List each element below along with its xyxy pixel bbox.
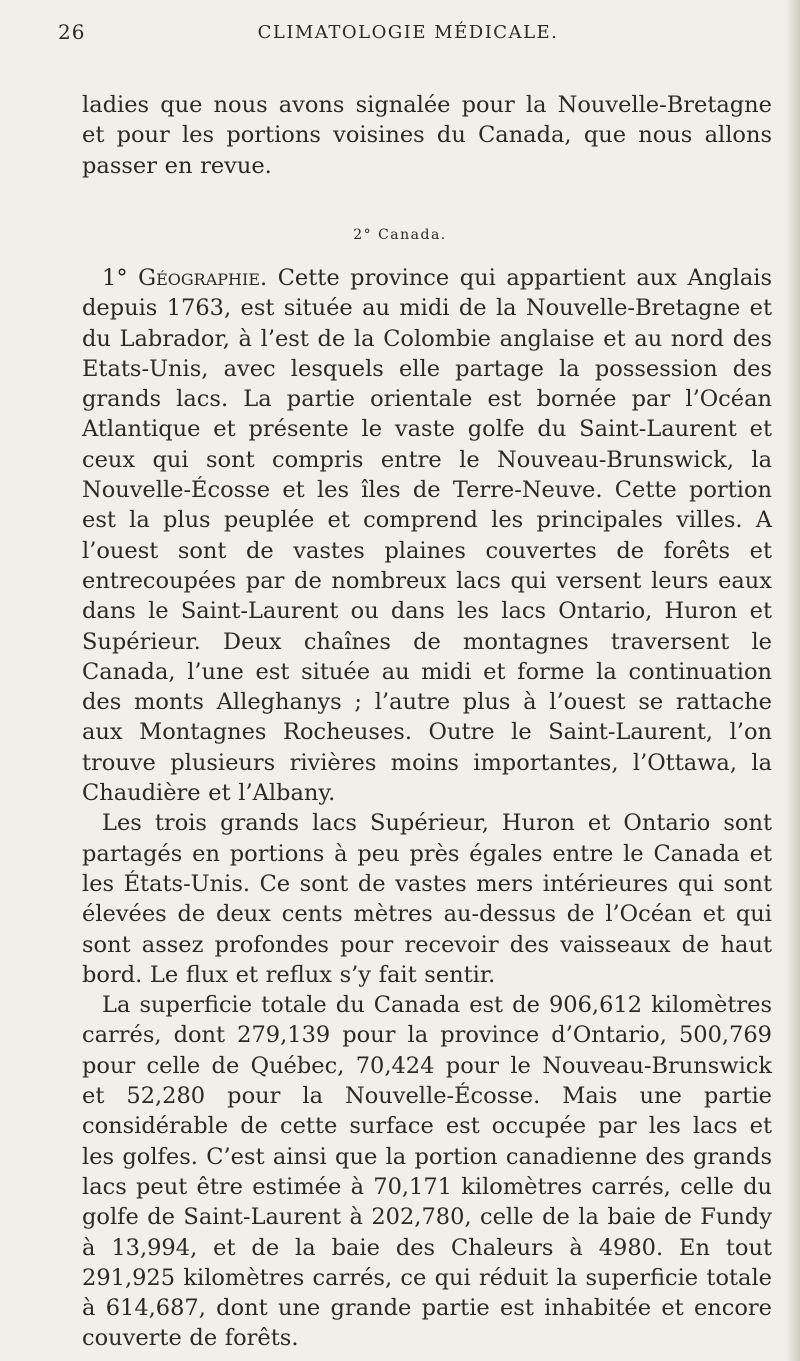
paragraph-lakes: Les trois grands lacs Supérieur, Huron et Ontario sont partagés en portions à peu près égales entre le Canada et les États-Unis. Ce sont de vastes mers intérieures qui sont élevées de deux cents mètres au-dessus de l’Océan et qui sont assez profondes pour recevoir des vaisseaux de haut bord. Le flux et reflux s’y fait sentir. (82, 810, 772, 988)
paragraph-geography (82, 263, 772, 808)
intro-block (82, 90, 772, 181)
body-text (82, 263, 772, 1354)
paragraph-surface: La superficie totale du Canada est de 906,612 kilomètres carrés, dont 279,139 pour la province d’Ontario, 500,769 pour celle de Québec, 70,424 pour le Nouveau-Brunswick et 52,280 pour la Nouvelle-Écosse. Mais une partie considérable de cette surface est occupée par les lacs et les golfes. C’est ainsi que la portion canadienne des grands lacs peut être estimée à 70,171 kilomètres carrés, celle du golfe de Saint-Laurent à 202,780, celle de la baie de Fundy à 13,994, et de la baie des Chaleurs à 4980. En tout 291,925 kilomètres carrés, ce qui réduit la superficie totale à 614,687, dont une grande partie est inhabitée et encore couverte de forêts. (82, 992, 772, 1352)
page-edge (786, 0, 800, 1361)
page-number: 26 (58, 20, 86, 44)
geography-text: Cette province qui appartient aux Anglais depuis 1763, est située au midi de la Nouvelle-Bretagne et du Labrador, à l’est de la Colombie anglaise et au nord des Etats-Unis, avec lesquels elle partage la possession des grands lacs. La partie orientale est bornée par l’Océan Atlantique et présente le vaste golfe du Saint-Laurent et ceux qui sont compris entre le Nouveau-Brunswick, la Nouvelle-Écosse et les îles de Terre-Neuve. Cette portion est la plus peuplée et comprend les principales villes. A l’ouest sont de vastes plaines couvertes de forêts et entrecoupées par de nombreux lacs qui versent leurs eaux dans le Saint-Laurent ou dans les lacs Ontario, Huron et Supérieur. Deux chaînes de montagnes traversent le Canada, l’une est située au midi et forme la continuation des monts Alleghanys ; l’autre plus à l’ouest se rattache aux Montagnes Rocheuses. Outre le Saint-Laurent, l’on trouve plusieurs rivières moins importantes, l’Ottawa, la Chaudière et l’Albany. (82, 265, 773, 807)
geography-label: Géographie. (138, 265, 268, 291)
running-title: CLIMATOLOGIE MÉDICALE. (257, 22, 559, 43)
geography-number: 1° (102, 265, 128, 291)
intro-paragraph: ladies que nous avons signalée pour la Nouvelle-Bretagne et pour les portions voisines du Canada, que nous allons passer en revue. (82, 92, 772, 179)
section-heading: 2° Canada. (353, 227, 447, 243)
page-header (58, 20, 758, 46)
